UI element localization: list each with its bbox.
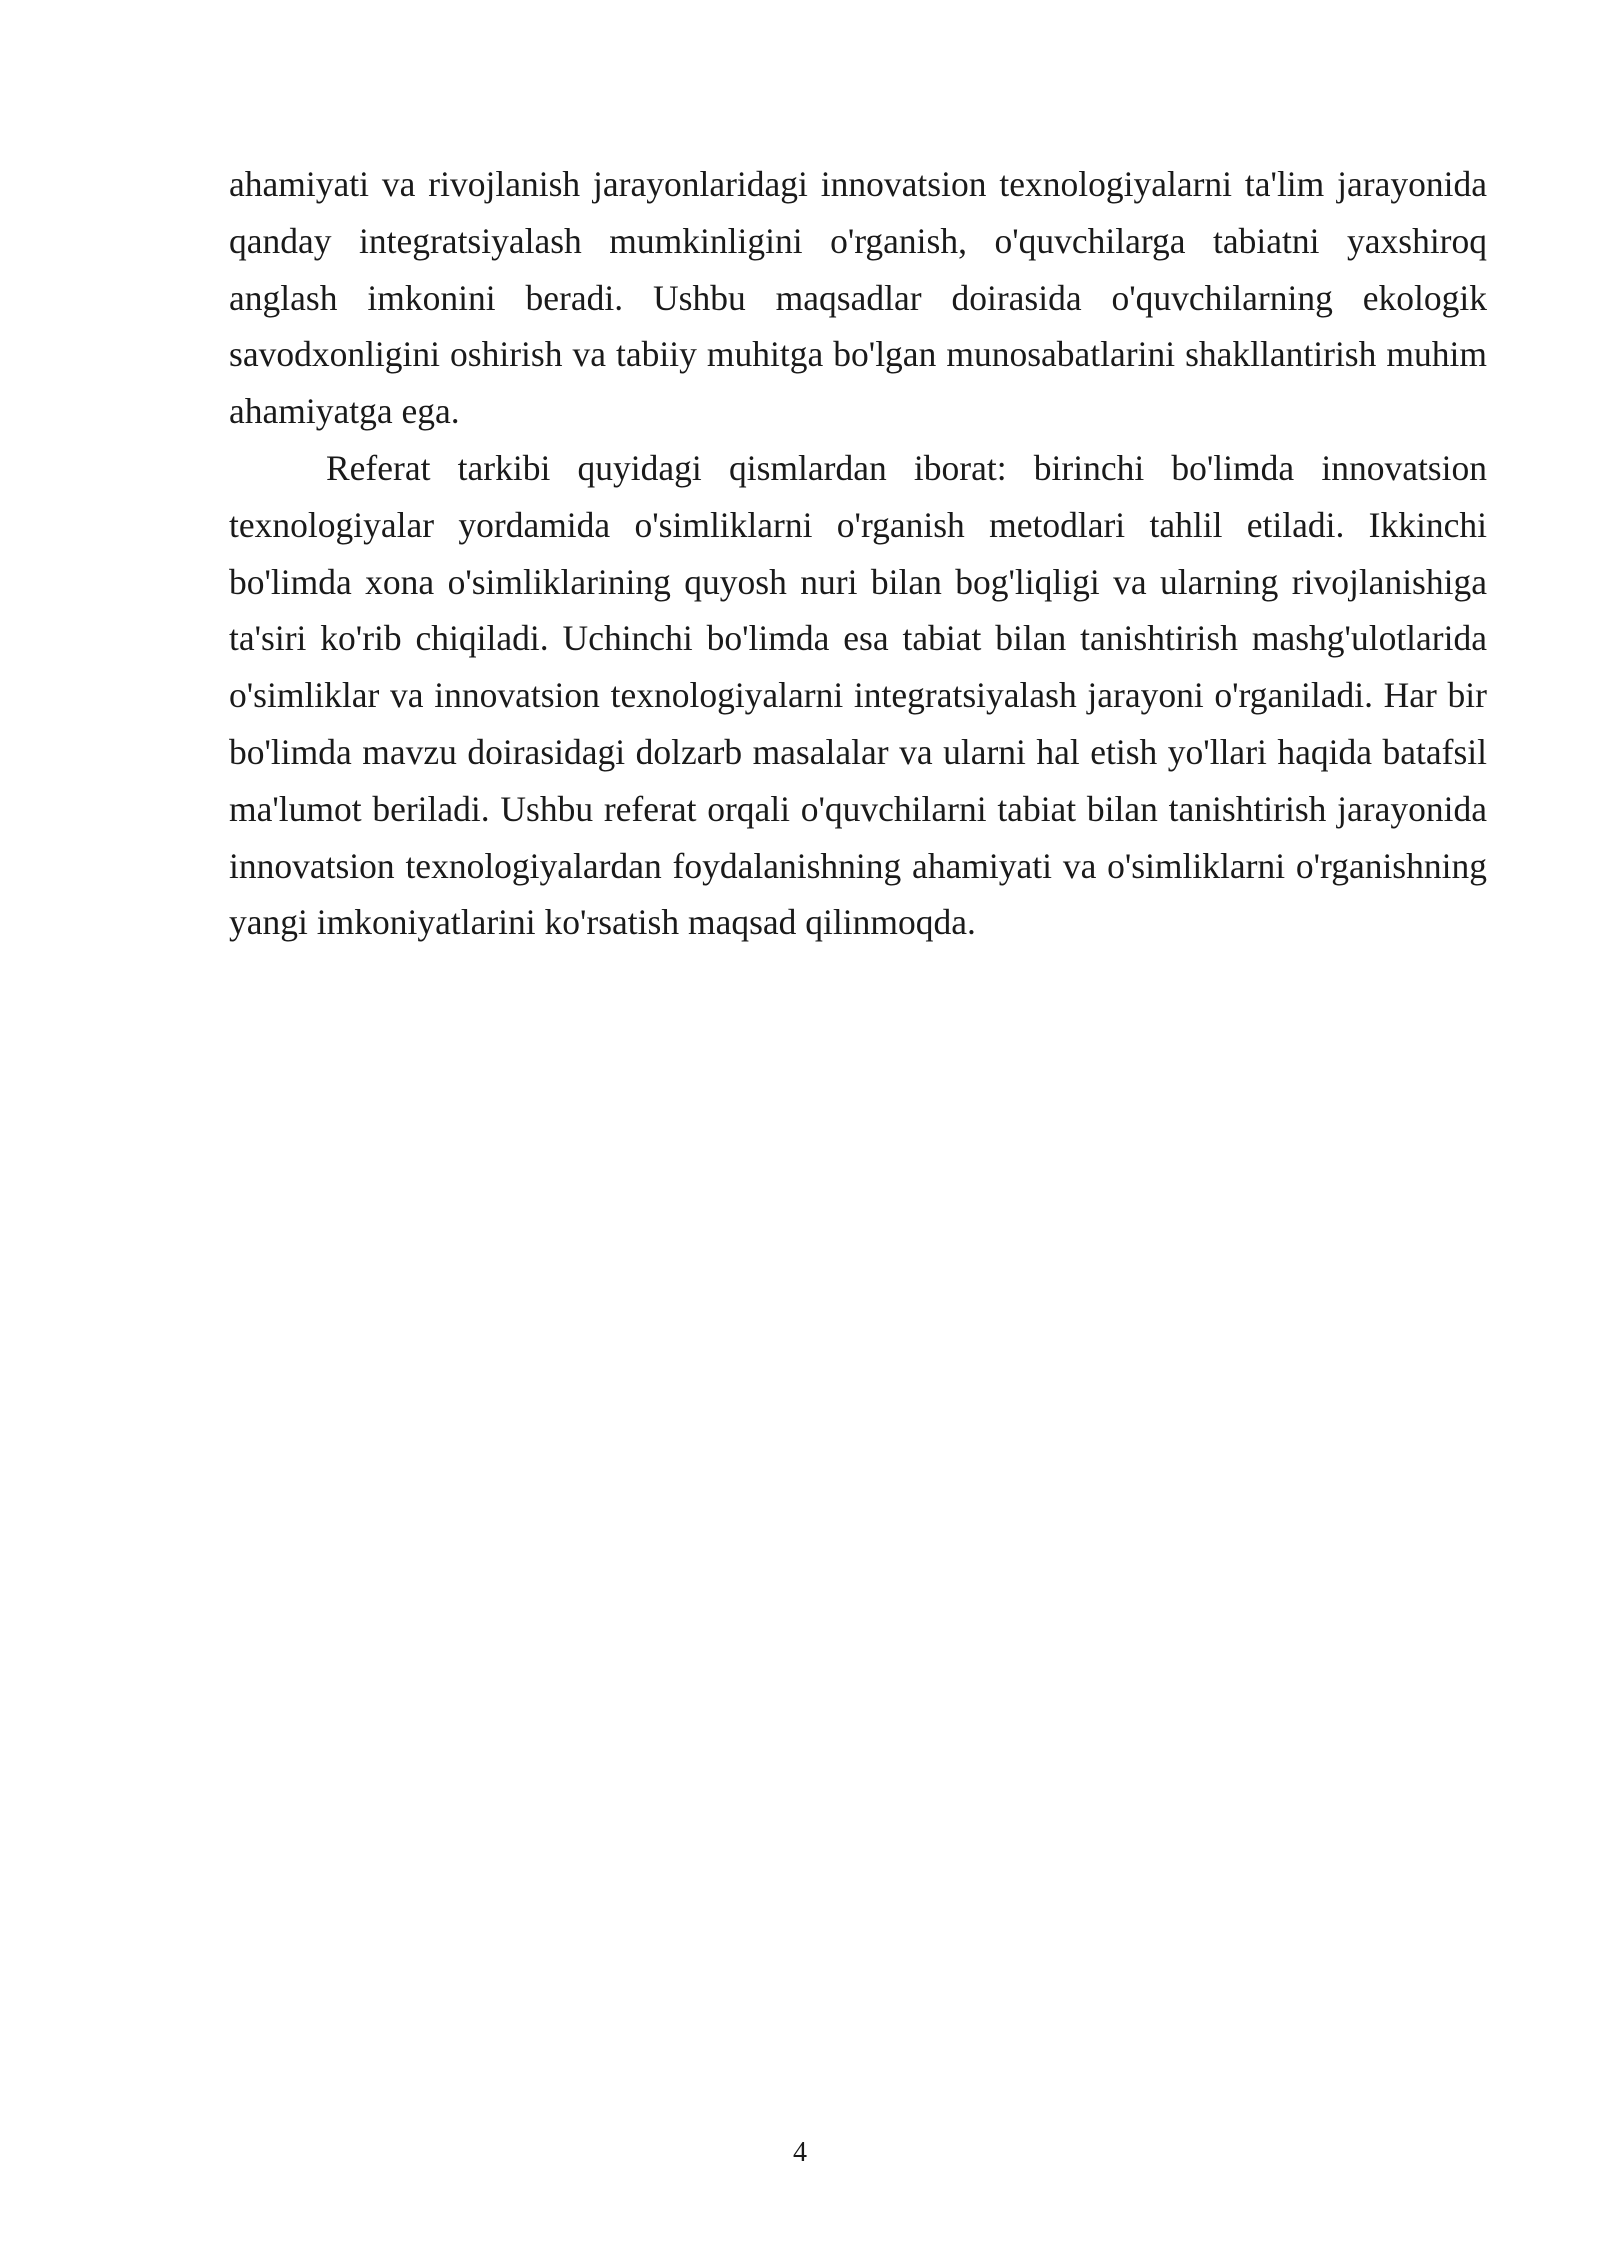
page-number: 4 <box>793 2137 807 2168</box>
paragraph-continuation: ahamiyati va rivojlanish jarayonlaridagi innovatsion texnologiyalarni ta'lim jarayonida qanday integratsiyalash mumkinligini o'rganish, o'quvchilarga tabiatni yaxshiroq anglash imkonini beradi. Ushbu maqsadlar doirasida o'quvchilarning ekologik savodxonligini oshirish va tabiiy muhitga bo'lgan munosabatlarini shakllantirish muhim ahamiyatga ega. <box>229 164 1487 432</box>
paragraph-referat-structure: Referat tarkibi quyidagi qismlardan iborat: birinchi bo'limda innovatsion texnologiyalar yordamida o'simliklarni o'rganish metodlari tahlil etiladi. Ikkinchi bo'limda xona o'simliklarining quyosh nuri bilan bog'liqligi va ularning rivojlanishiga ta'siri ko'rib chiqiladi. Uchinchi bo'limda esa tabiat bilan tanishtirish mashg'ulotlarida o'simliklar va innovatsion texnologiyalarni integratsiyalash jarayoni o'rganiladi. Har bir bo'limda mavzu doirasidagi dolzarb masalalar va ularni hal etish yo'llari haqida batafsil ma'lumot beriladi. Ushbu referat orqali o'quvchilarni tabiat bilan tanishtirish jarayonida innovatsion texnologiyalardan foydalanishning ahamiyati va o'simliklarni o'rganishning yangi imkoniyatlarini ko'rsatish maqsad qilinmoqda. <box>229 447 1487 943</box>
body-text <box>229 156 1487 951</box>
